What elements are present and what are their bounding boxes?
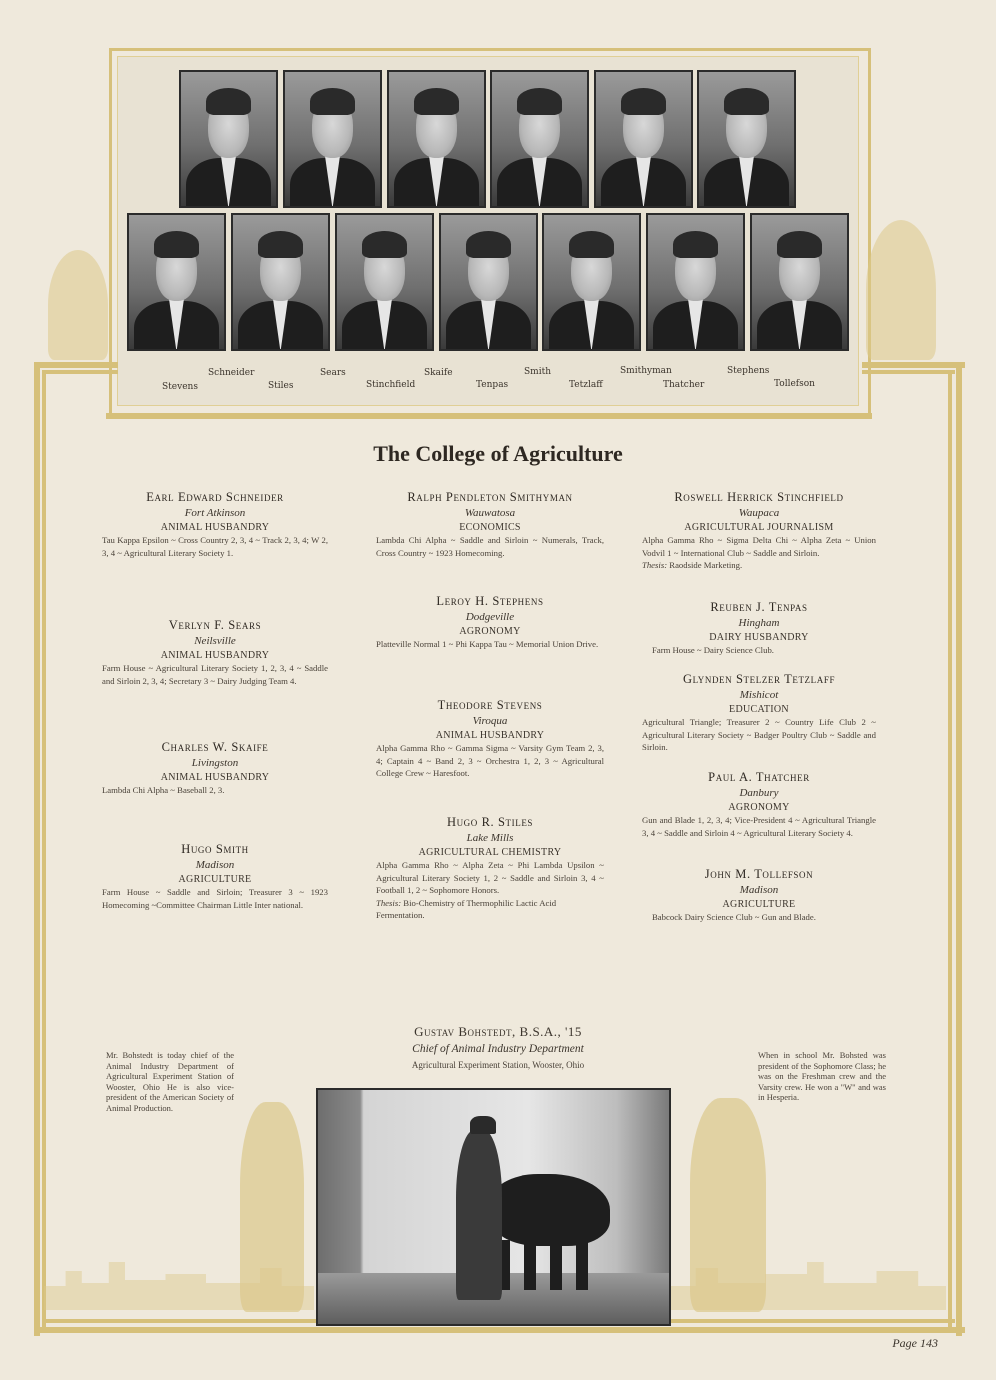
entry-activities: Farm House ~ Dairy Science Club.: [652, 645, 774, 655]
feature-name: Gustav Bohstedt, B.S.A., '15: [414, 1024, 582, 1039]
frame-line: [34, 362, 40, 1336]
entry-town: Hingham: [738, 617, 780, 629]
entry-tetzlaff: [642, 672, 876, 754]
portrait-smithyman: [594, 70, 693, 208]
portrait-stephens: [697, 70, 796, 208]
feature-subtitle: Agricultural Experiment Station, Wooster, Ohio: [411, 1060, 585, 1070]
entry-stinchfield: [642, 490, 876, 572]
feature-right-note: When in school Mr. Bohsted was president of the Sophomore Class; he was on the Freshman crew and the Varsity crew. He won a "W" and was in Hesperia.: [758, 1050, 886, 1102]
entry-major: AGRONOMY: [728, 802, 790, 813]
entry-stiles: [376, 815, 604, 922]
portrait-smith: [490, 70, 589, 208]
entry-town: Livingston: [191, 757, 239, 769]
frame-line: [862, 362, 965, 368]
caption-stinchfield: Stinchfield: [366, 380, 416, 390]
portrait-thatcher: [646, 213, 745, 351]
entry-major: ANIMAL HUSBANDRY: [160, 522, 270, 533]
portrait-stevens: [127, 213, 226, 351]
portrait-skaife: [387, 70, 486, 208]
caption-tollefson: Tollefson: [774, 379, 815, 389]
portrait-tenpas: [439, 213, 538, 351]
portrait-stiles: [231, 213, 330, 351]
entry-town: Fort Atkinson: [184, 507, 246, 519]
caption-schneider: Schneider: [208, 368, 255, 378]
entry-town: Lake Mills: [466, 832, 514, 844]
entry-name: Reuben J. Tenpas: [710, 600, 808, 614]
entry-major: AGRICULTURE: [722, 899, 796, 910]
entry-activities: Lambda Chi Alpha ~ Saddle and Sirloin ~ Numerals, Track, Cross Country ~ 1923 Homecoming.: [376, 535, 604, 558]
entry-name: Paul A. Thatcher: [708, 770, 810, 784]
entry-town: Danbury: [739, 787, 779, 799]
frame-line: [948, 370, 952, 1328]
frame-line: [42, 370, 46, 1328]
entry-skaife: [102, 740, 328, 797]
entry-name: Glynden Stelzer Tetzlaff: [682, 672, 836, 686]
entry-stephens: [376, 594, 604, 651]
entry-thesis: Thesis: Bio-Chemistry of Thermophilic Lactic Acid Fermentation.: [376, 897, 557, 920]
frame-line: [106, 413, 872, 419]
frame-line: [34, 362, 118, 368]
entry-name: Charles W. Skaife: [161, 740, 269, 754]
entry-activities: Gun and Blade 1, 2, 3, 4; Vice-President 4 ~ Agricultural Triangle 3, 4 ~ Saddle and Sirloin 4 ~ Agricultural Literary Society 4.: [642, 815, 876, 838]
bohstedt-with-calf-photo: [316, 1088, 671, 1326]
entry-town: Neilsville: [194, 635, 236, 647]
entry-name: Hugo R. Stiles: [446, 815, 534, 829]
portrait-sears: [283, 70, 382, 208]
entry-major: AGRICULTURAL CHEMISTRY: [418, 847, 562, 858]
entry-town: Madison: [739, 884, 779, 896]
entry-major: AGRONOMY: [459, 626, 521, 637]
entry-major: AGRICULTURE: [178, 874, 252, 885]
page-number: Page 143: [892, 1336, 938, 1350]
entry-name: Hugo Smith: [181, 842, 249, 856]
portrait-schneider: [179, 70, 278, 208]
caption-skaife: Skaife: [424, 368, 453, 378]
entry-town: Madison: [195, 859, 235, 871]
entry-name: Leroy H. Stephens: [436, 594, 544, 608]
caption-tetzlaff: Tetzlaff: [569, 380, 603, 390]
entry-major: ECONOMICS: [459, 522, 521, 533]
entry-name: Verlyn F. Sears: [168, 618, 262, 632]
entry-hugo-smith: [102, 842, 328, 911]
frame-line: [34, 1327, 965, 1333]
caption-stevens: Stevens: [162, 382, 198, 392]
entry-name: Earl Edward Schneider: [146, 490, 284, 504]
entry-activities: Alpha Gamma Rho ~ Alpha Zeta ~ Phi Lambda Upsilon ~ Agricultural Literary Society 1, 2 ~ Saddle and Sirloin 3, 4 ~ Football 1, 2 ~ Sophomore Honors.: [376, 860, 604, 895]
entry-major: ANIMAL HUSBANDRY: [160, 772, 270, 783]
entry-activities: Farm House ~ Saddle and Sirloin; Treasurer 3 ~ 1923 Homecoming ~Committee Chairman Little Inter national.: [102, 887, 328, 910]
frame-line: [862, 370, 955, 374]
entry-thatcher: [642, 770, 876, 839]
frame-line: [42, 370, 118, 374]
caption-smithyman: Smithyman: [620, 366, 672, 376]
entry-activities: Farm House ~ Agricultural Literary Society 1, 2, 3, 4 ~ Saddle and Sirloin 2, 3, 4; Secretary 3 ~ Dairy Judging Team 4.: [102, 663, 328, 686]
portrait-tetzlaff: [542, 213, 641, 351]
entry-town: Waupaca: [738, 507, 780, 519]
entry-town: Viroqua: [472, 715, 508, 727]
entry-activities: Agricultural Triangle; Treasurer 2 ~ Country Life Club 2 ~ Agricultural Literary Society ~ Badger Poultry Club ~ Saddle and Sirloin.: [642, 717, 876, 752]
entry-activities: Lambda Chi Alpha ~ Baseball 2, 3.: [102, 785, 225, 795]
caption-smith: Smith: [524, 367, 551, 377]
entry-name: John M. Tollefson: [704, 867, 814, 881]
entry-name: Roswell Herrick Stinchfield: [674, 490, 844, 504]
entry-town: Wauwatosa: [464, 507, 516, 519]
caption-thatcher: Thatcher: [663, 380, 705, 390]
entry-name: Ralph Pendleton Smithyman: [407, 490, 573, 504]
caption-tenpas: Tenpas: [476, 380, 509, 390]
caption-stiles: Stiles: [268, 381, 294, 391]
entry-major: ANIMAL HUSBANDRY: [435, 730, 545, 741]
caption-stephens: Stephens: [727, 366, 770, 376]
entry-activities: Tau Kappa Epsilon ~ Cross Country 2, 3, 4 ~ Track 2, 3, 4; W 2, 3, 4 ~ Agricultural Literary Society 1.: [102, 535, 328, 558]
entry-thesis: Thesis: Raodside Marketing.: [642, 560, 743, 570]
entry-activities: Alpha Gamma Rho ~ Gamma Sigma ~ Varsity Gym Team 2, 3, 4; Captain 4 ~ Band 2, 3 ~ Orchestra 1, 2, 3 ~ Agricultural College Crew ~ Haresfoot.: [376, 743, 604, 778]
entry-smithyman: [376, 490, 604, 559]
entry-tenpas: [642, 600, 876, 657]
entry-town: Dodgeville: [465, 611, 515, 623]
entry-tollefson: [642, 867, 876, 924]
caption-sears: Sears: [320, 368, 346, 378]
entry-major: EDUCATION: [729, 704, 789, 715]
scholar-figure-illustration: [240, 1102, 304, 1312]
trees-illustration-right: [866, 220, 936, 360]
entry-activities: Babcock Dairy Science Club ~ Gun and Blade.: [652, 912, 816, 922]
entry-schneider: [102, 490, 328, 559]
page-title: The College of Agriculture: [373, 441, 623, 466]
entry-major: DAIRY HUSBANDRY: [709, 632, 809, 643]
trees-illustration-left: [48, 250, 108, 360]
portrait-tollefson: [750, 213, 849, 351]
entry-activities: Platteville Normal 1 ~ Phi Kappa Tau ~ Memorial Union Drive.: [376, 639, 599, 649]
entry-major: ANIMAL HUSBANDRY: [160, 650, 270, 661]
entry-stevens: [376, 698, 604, 780]
portrait-stinchfield: [335, 213, 434, 351]
entry-sears: [102, 618, 328, 687]
entry-name: Theodore Stevens: [437, 698, 543, 712]
entry-town: Mishicot: [739, 689, 779, 701]
surveyor-figure-illustration: [690, 1098, 766, 1312]
feature-title: Chief of Animal Industry Department: [412, 1043, 584, 1055]
frame-line: [956, 362, 962, 1336]
entry-major: AGRICULTURAL JOURNALISM: [684, 522, 834, 533]
feature-left-note: Mr. Bohstedt is today chief of the Animal Industry Department of Agricultural Experiment Station of Wooster, Ohio He is also vice-president of the American Society of Animal Production.: [106, 1050, 234, 1113]
entry-activities: Alpha Gamma Rho ~ Sigma Delta Chi ~ Alpha Zeta ~ Union Vodvil 1 ~ International Club ~ Saddle and Sirloin.: [642, 535, 876, 558]
